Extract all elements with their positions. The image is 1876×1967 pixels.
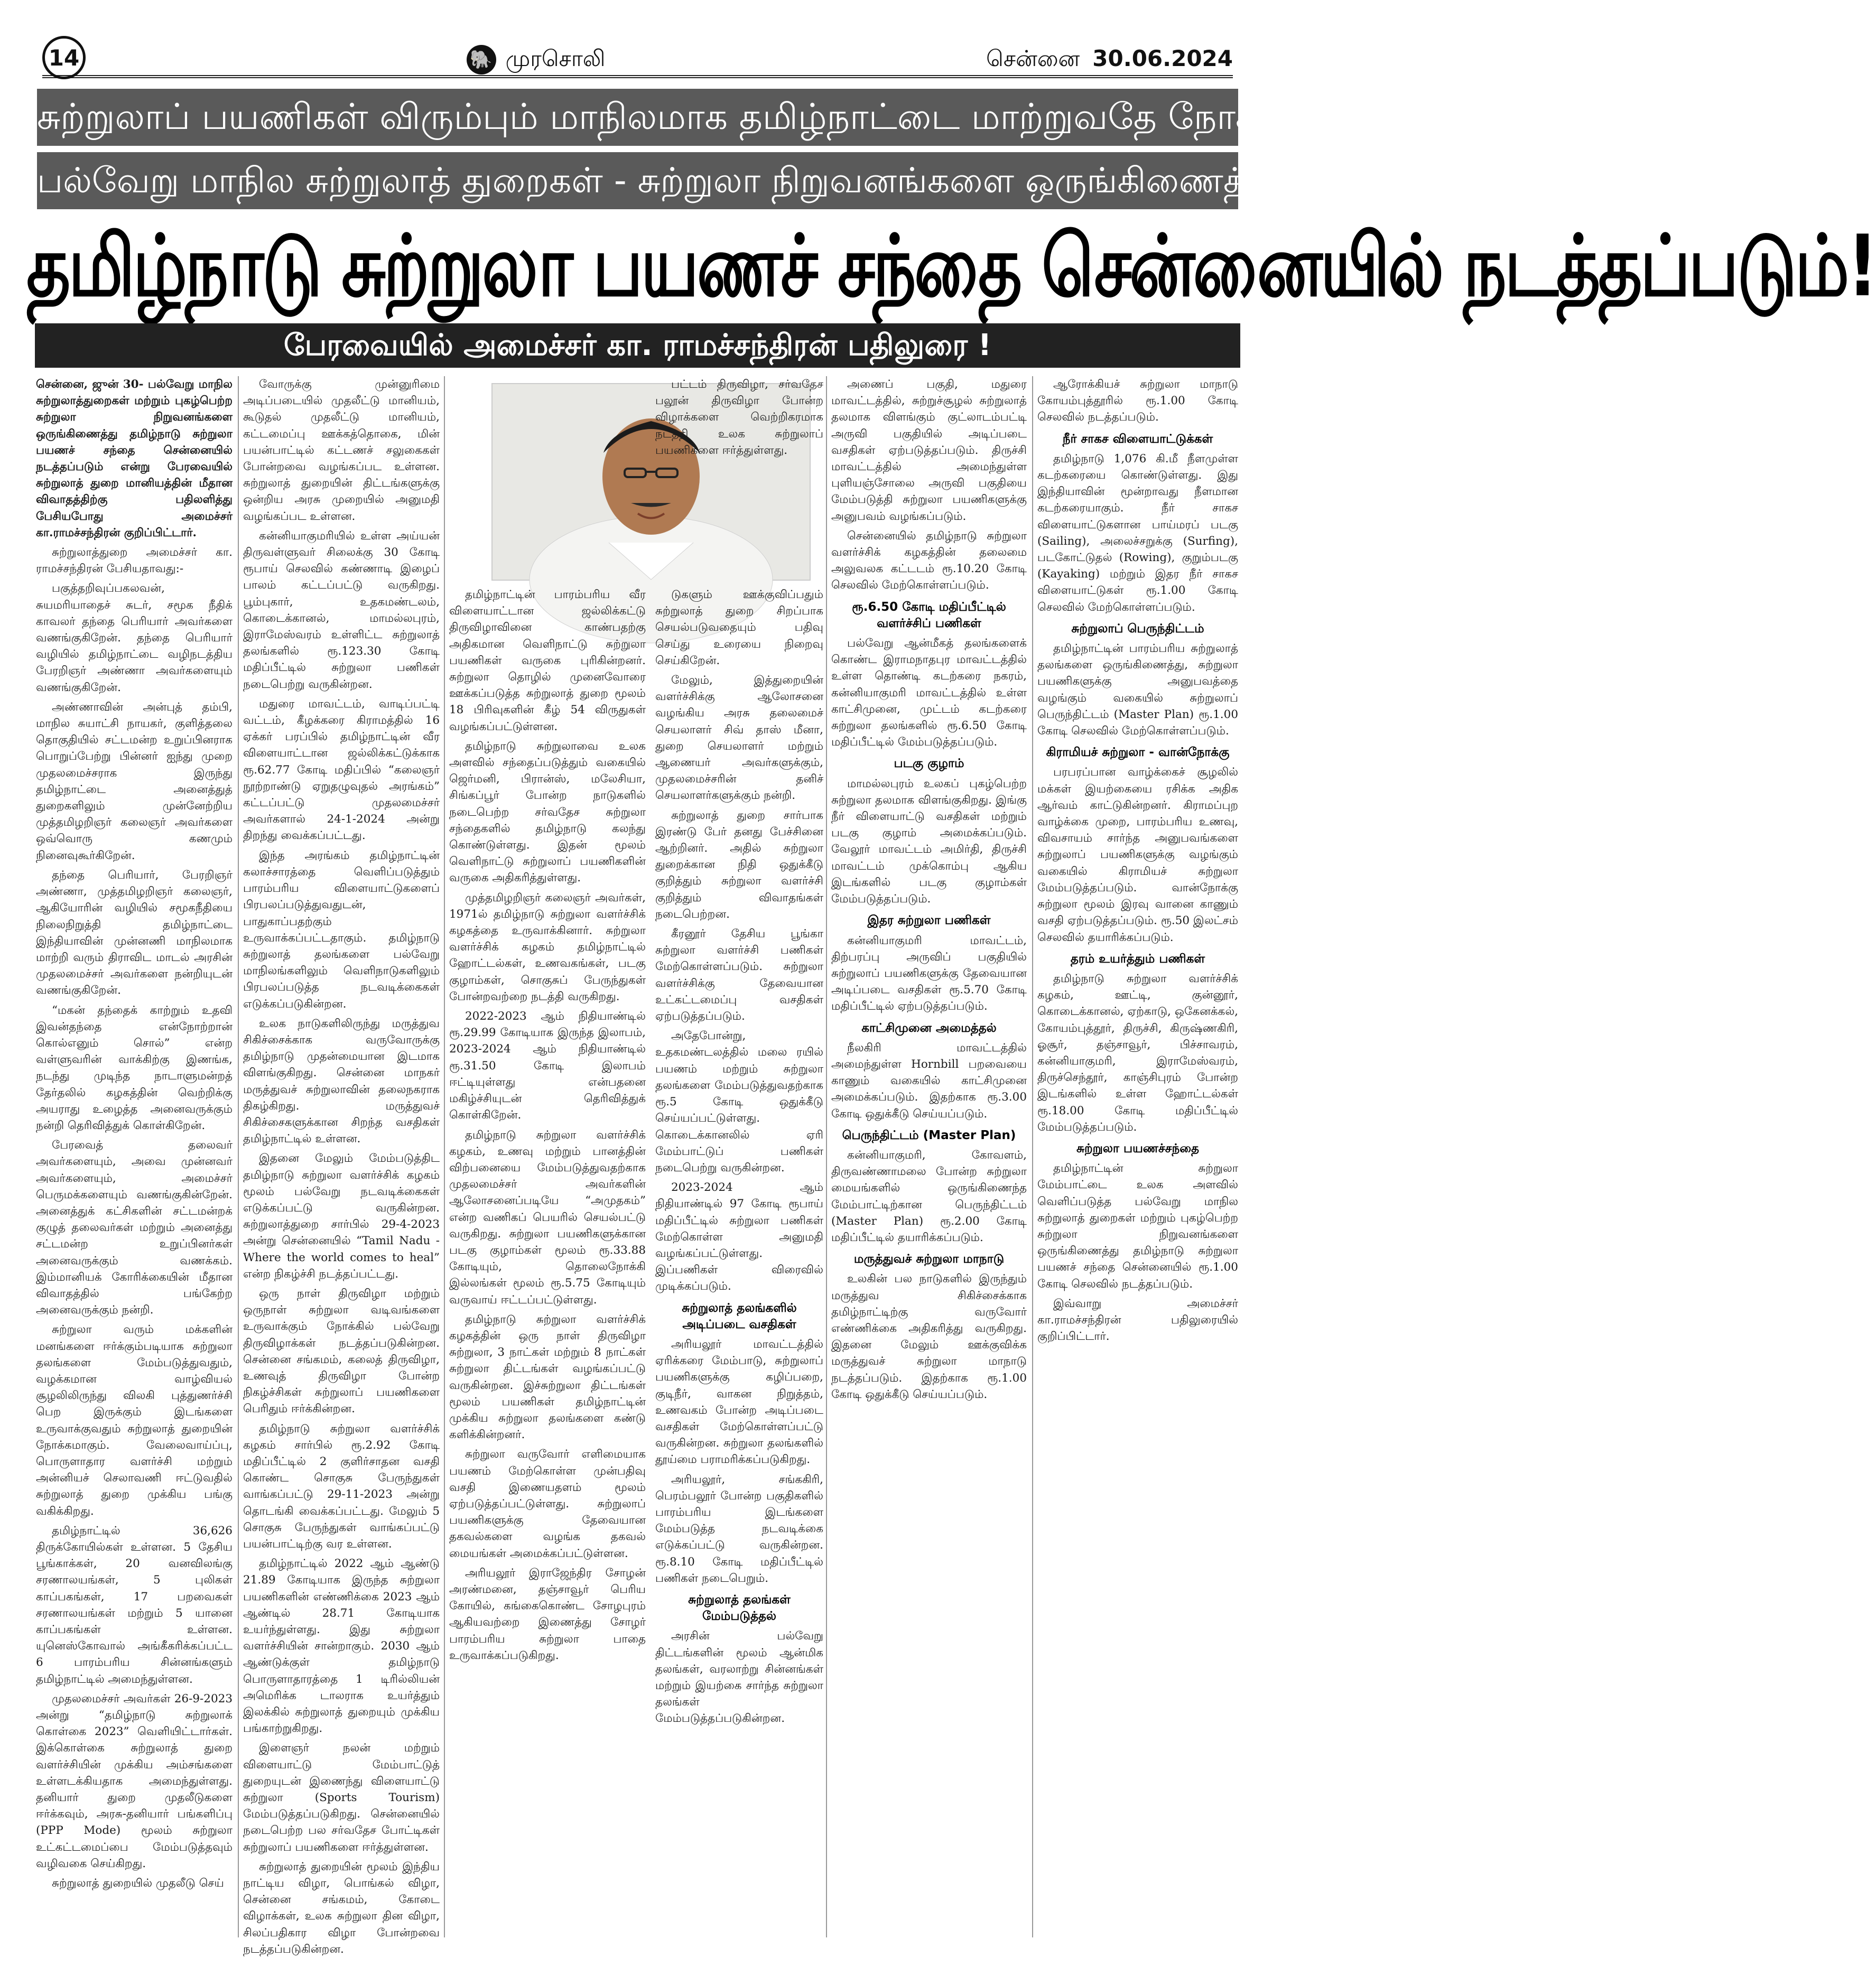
article-paragraph: கன்னியாகுமரி மாவட்டம், திற்பரப்பு அருவிப் பகுதியில் சுற்றுலாப் பயணிகளுக்கு தேவையான அடிப்படை வசதிகள் ரூ.5.70 கோடி மதிப்பீட்டில் ஏற்படுத்தப்படும். <box>831 934 1027 1013</box>
article-paragraph: தமிழ்நாட்டின் பாரம்பரிய வீர விளையாட்டான ஜல்லிக்கட்டு திருவிழாவினை காண்பதற்கு அதிகமான வெளிநாட்டு சுற்றுலா பயணிகள் வருகை புரிகின்றனர். சுற்றுலா தொழில் முனைவோரை ஊக்கப்படுத்த சுற்றுலாத் துறை மூலம் 18 பிரிவுகளின் கீழ் 54 விருதுகள் வழங்கப்பட்டுள்ளன. <box>449 588 646 733</box>
article-column-3-top <box>655 376 823 582</box>
column-rule <box>444 376 445 1937</box>
article-paragraph: சுற்றுலாத் துறையின் மூலம் இந்திய நாட்டிய விழா, பொங்கல் விழா, சென்னை சங்கமம், கோடை விழாக்கள், உலக சுற்றுலா தின விழா, சிலப்பதிகார விழா போன்றவை நடத்தப்படுகின்றன. <box>243 1860 440 1956</box>
article-paragraph: அண்ணாவின் அன்புத் தம்பி, மாநில சுயாட்சி நாயகர், குளித்தலை தொகுதியில் சட்டமன்ற உறுப்பினராக பொறுப்பேற்று பின்னர் ஐந்து முறை முதலமைச்சராக இருந்து தமிழ்நாட்டை அனைத்துத் துறைகளிலும் முன்னேற்றிய முத்தமிழறிஞர் கலைஞர் அவர்களை ஒவ்வொரு கணமும் நினைவுகூர்கிறேன். <box>36 700 233 862</box>
paper-brand <box>86 45 986 74</box>
article-paragraph: “மகன் தந்தைக் காற்றும் உதவி இவன்தந்தை என்நோற்றான் கொல்எனும் சொல்” என்ற வள்ளுவரின் வாக்கிற்கு இணங்க, நடந்து முடிந்த நாடாளுமன்றத் தேர்தலில் கழகத்தின் வெற்றிக்கு அயராது உழைத்த அனைவருக்கும் நன்றி தெரிவித்துக் கொள்கிறேன். <box>36 1003 233 1132</box>
article-paragraph: அரியலூர், சங்ககிரி, பெரம்பலூர் போன்ற பகுதிகளில் பாரம்பரிய இடங்களை மேம்படுத்த நடவடிக்கை எடுக்கப்பட்டு வருகின்றன. ரூ.8.10 கோடி மதிப்பீட்டில் பணிகள் நடைபெறும். <box>655 1472 823 1585</box>
article-paragraph: கீரனூர் தேசிய பூங்கா சுற்றுலா வளர்ச்சி பணிகள் மேற்கொள்ளப்படும். சுற்றுலா வளர்ச்சிக்கு தேவையான உட்கட்டமைப்பு வசதிகள் ஏற்படுத்தப்படும். <box>655 927 823 1023</box>
article-paragraph: தமிழ்நாடு சுற்றுலாவை உலக அளவில் சந்தைப்படுத்தும் வகையில் ஜெர்மனி, பிரான்ஸ், மலேசியா, சிங்கப்பூர் போன்ற நாடுகளில் நடைபெற்ற சர்வதேச சுற்றுலா சந்தைகளில் தமிழ்நாடு கலந்து கொண்டுள்ளது. இதன் மூலம் வெளிநாட்டு சுற்றுலாப் பயணிகளின் வருகை அதிகரித்துள்ளது. <box>449 739 646 885</box>
kicker-banner-2: பல்வேறு மாநில சுற்றுலாத் துறைகள் - சுற்றுலா நிறுவனங்களை ஒருங்கிணைத்து <box>37 152 1238 209</box>
article-paragraph: தமிழ்நாட்டின் பாரம்பரிய சுற்றுலாத் தலங்களை ஒருங்கிணைத்து, சுற்றுலா பயணிகளுக்கு அனுபவத்தை வழங்கும் வகையில் சுற்றுலாப் பெருந்திட்டம் (Master Plan) ரூ.1.00 கோடி செலவில் மேற்கொள்ளப்படும். <box>1037 642 1238 738</box>
article-paragraph: தமிழ்நாட்டின் சுற்றுலா மேம்பாட்டை உலக அளவில் வெளிப்படுத்த பல்வேறு மாநில சுற்றுலாத் துறைகள் மற்றும் புகழ்பெற்ற சுற்றுலா நிறுவனங்களை ஒருங்கிணைத்து தமிழ்நாடு சுற்றுலா பயணச் சந்தை சென்னையில் ரூ.1.00 கோடி செலவில் நடத்தப்படும். <box>1037 1162 1238 1291</box>
article-paragraph: மதுரை மாவட்டம், வாடிப்பட்டி வட்டம், கீழக்கரை கிராமத்தில் 16 ஏக்கர் பரப்பில் தமிழ்நாட்டின் வீர விளையாட்டான ஜல்லிக்கட்டுக்காக ரூ.62.77 கோடி மதிப்பில் “கலைஞர் நூற்றாண்டு ஏறுதழுவுதல் அரங்கம்” கட்டப்பட்டு முதலமைச்சர் அவர்களால் 24-1-2024 அன்று திறந்து வைக்கப்பட்டது. <box>243 697 440 843</box>
article-paragraph: சுற்றுலாத் துறை சார்பாக இரண்டு பேர் தனது பேச்சினை ஆற்றினர். அதில் சுற்றுலா துறைக்கான நிதி ஒதுக்கீடு குறித்தும் சுற்றுலா வளர்ச்சி குறித்தும் விவாதங்கள் நடைபெற்றன. <box>655 808 823 921</box>
article-subheading: சுற்றுலாப் பெருந்திட்டம் <box>1071 621 1204 636</box>
article-subheading: சுற்றுலாத் தலங்களில் அடிப்படை வசதிகள் <box>682 1301 797 1331</box>
edition-city: சென்னை <box>986 45 1080 71</box>
article-column-3 <box>449 586 646 1937</box>
article-paragraph: முதலமைச்சர் அவர்கள் 26-9-2023 அன்று “தமிழ்நாடு சுற்றுலாக் கொள்கை 2023” வெளியிட்டார்கள். இக்கொள்கை சுற்றுலாத் துறை வளர்ச்சியின் முக்கிய அம்சங்களை உள்ளடக்கியதாக அமைந்துள்ளது. தனியார் துறை முதலீடுகளை ஈர்க்கவும், அரசு-தனியார் பங்களிப்பு (PPP Mode) மூலம் சுற்றுலா உட்கட்டமைப்பை மேம்படுத்தவும் வழிவகை செய்கிறது. <box>36 1692 233 1870</box>
article-paragraph: கன்னியாகுமரியில் உள்ள அய்யன் திருவள்ளுவர் சிலைக்கு 30 கோடி ரூபாய் செலவில் கண்ணாடி இழைப் பாலம் கட்டப்பட்டு வருகிறது. பூம்புகார், உதகமண்டலம், கொடைக்கானல், மாமல்லபுரம், இராமேஸ்வரம் உள்ளிட்ட சுற்றுலாத் தலங்களில் ரூ.123.30 கோடி மதிப்பீட்டில் சுற்றுலா பணிகள் நடைபெற்று வருகின்றன. <box>243 529 440 691</box>
article-subheading: இதர சுற்றுலா பணிகள் <box>867 913 991 928</box>
article-paragraph: மேலும், இத்துறையின் வளர்ச்சிக்கு ஆலோசனை வழங்கிய அரசு தலைமைச் செயலாளர் சிவ் தாஸ் மீனா, துறை செயலாளர் மற்றும் ஆணையர் அவர்களுக்கும், முதலமைச்சரின் தனிச் செயலாளர்களுக்கும் நன்றி. <box>655 674 823 803</box>
article-paragraph: தமிழ்நாட்டில் 36,626 திருக்கோயில்கள் உள்ளன. 5 தேசிய பூங்காக்கள், 20 வனவிலங்கு சரணாலயங்கள், 5 புலிகள் காப்பகங்கள், 17 பறவைகள் சரணாலயங்கள் மற்றும் 5 யானை காப்பகங்கள் உள்ளன. யுனெஸ்கோவால் அங்கீகரிக்கப்பட்ட 6 பாரம்பரிய சின்னங்களும் தமிழ்நாட்டில் அமைந்துள்ளன. <box>36 1524 233 1686</box>
article-subheading: மருத்துவச் சுற்றுலா மாநாடு <box>853 1252 1005 1266</box>
edition-date-value: 30.06.2024 <box>1092 45 1233 71</box>
article-paragraph: பகுத்தறிவுப்பகலவன், சுயமரியாதைச் சுடர், சமூக நீதிக் காவலர் தந்தை பெரியார் அவர்களை வணங்குகிறேன். தந்தை பெரியார் வழியில் தமிழ்நாட்டை வழிநடத்திய பேரறிஞர் அண்ணா அவர்களையும் வணங்குகிறேன். <box>36 582 233 694</box>
article-subheading: தரம் உயர்த்தும் பணிகள் <box>1070 952 1205 966</box>
article-paragraph: தமிழ்நாடு 1,076 கி.மீ நீளமுள்ள கடற்கரையை கொண்டுள்ளது. இது இந்தியாவின் மூன்றாவது நீளமான கடற்கரையாகும். நீர் சாகச விளையாட்டுகளான பாய்மரப் படகு (Sailing), அலைச்சறுக்கு (Surfing), படகோட்டுதல் (Rowing), குறும்படகு (Kayaking) மற்றும் இதர நீர் சாகச விளையாட்டுகள் ரூ.1.00 கோடி செலவில் மேற்கொள்ளப்படும். <box>1037 452 1238 614</box>
article-subheading: கிராமியச் சுற்றுலா - வான்நோக்கு <box>1046 745 1230 760</box>
article-paragraph: அரியலூர் இராஜேந்திர சோழன் அரண்மனை, தஞ்சாவூர் பெரிய கோயில், கங்கைகொண்ட சோழபுரம் ஆகியவற்றை இணைத்து சோழர் பாரம்பரிய சுற்றுலா பாதை உருவாக்கப்படுகிறது. <box>449 1566 646 1662</box>
paper-name: முரசொலி <box>505 45 606 71</box>
article-paragraph: கன்னியாகுமரி, கோவளம், திருவண்ணாமலை போன்ற சுற்றுலா மையங்களில் ஒருங்கிணைந்த மேம்பாட்டிற்கான பெருந்திட்டம் (Master Plan) ரூ.2.00 கோடி மதிப்பீட்டில் தயாரிக்கப்படும். <box>831 1148 1027 1244</box>
article-paragraph: அதேபோன்று, உதகமண்டலத்தில் மலை ரயில் பயணம் மற்றும் சுற்றுலா தலங்களை மேம்படுத்துவதற்காக ரூ.5 கோடி ஒதுக்கீடு செய்யப்பட்டுள்ளது. கொடைக்கானலில் ஏரி மேம்பாட்டுப் பணிகள் நடைபெற்று வருகின்றன. <box>655 1029 823 1174</box>
article-paragraph: இதனை மேலும் மேம்படுத்திட தமிழ்நாடு சுற்றுலா வளர்ச்சிக் கழகம் மூலம் பல்வேறு நடவடிக்கைகள் எடுக்கப்பட்டு வருகின்றன. சுற்றுலாத்துறை சார்பில் 29-4-2023 அன்று சென்னையில் “Tamil Nadu - Where the world comes to heal” என்ற நிகழ்ச்சி நடத்தப்பட்டது. <box>243 1152 440 1281</box>
article-paragraph: பட்டம் திருவிழா, சர்வதேச பலூன் திருவிழா போன்ற விழாக்களை வெற்றிகரமாக நடத்தி உலக சுற்றுலாப் பயணிகளை ஈர்த்துள்ளது. <box>655 378 823 457</box>
article-paragraph: சுற்றுலா வருவோர் எளிமையாக பயணம் மேற்கொள்ள முன்பதிவு வசதி இணையதளம் மூலம் ஏற்படுத்தப்பட்டுள்ளது. சுற்றுலாப் பயணிகளுக்கு தேவையான தகவல்களை வழங்க தகவல் மையங்கள் அமைக்கப்பட்டுள்ளன. <box>449 1448 646 1560</box>
article-subheading: நீர் சாகச விளையாட்டுக்கள் <box>1062 432 1213 446</box>
main-headline: தமிழ்நாடு சுற்றுலா பயணச் சந்தை சென்னையில் நடத்தப்படும்! <box>26 217 1876 316</box>
article-paragraph: வோருக்கு முன்னுரிமை அடிப்படையில் முதலீட்டு மானியம், கூடுதல் முதலீட்டு மானியம், கட்டமைப்பு ஊக்கத்தொகை, மின் பயன்பாட்டில் கட்டணச் சலுகைகள் போன்றவை வழங்கப்பட உள்ளன. சுற்றுலாத் துறையின் திட்டங்களுக்கு ஒன்றிய அரசு முறையில் அனுமதி வழங்கப்பட உள்ளன. <box>243 378 440 523</box>
article-paragraph: பரபரப்பான வாழ்க்கைச் சூழலில் மக்கள் இயற்கையை ரசிக்க அதிக ஆர்வம் காட்டுகின்றனர். கிராமப்புற வாழ்க்கை முறை, பாரம்பரிய உணவு, விவசாயம் சார்ந்த அனுபவங்களை சுற்றுலாப் பயணிகளுக்கு வழங்கும் வகையில் கிராமியச் சுற்றுலா மேம்படுத்தப்படும். வான்நோக்கு சுற்றுலா மூலம் இரவு வானை காணும் வசதி ஏற்படுத்தப்படும். ரூ.50 இலட்சம் செலவில் தயாரிக்கப்படும். <box>1037 766 1238 944</box>
article-paragraph: தமிழ்நாட்டில் 2022 ஆம் ஆண்டு 21.89 கோடியாக இருந்த சுற்றுலா பயணிகளின் எண்ணிக்கை 2023 ஆம் ஆண்டில் 28.71 கோடியாக உயர்ந்துள்ளது. இது சுற்றுலா வளர்ச்சியின் சான்றாகும். 2030 ஆம் ஆண்டுக்குள் தமிழ்நாடு பொருளாதாரத்தை 1 டிரில்லியன் அமெரிக்க டாலராக உயர்த்தும் இலக்கில் சுற்றுலாத் துறையும் முக்கிய பங்காற்றுகிறது. <box>243 1557 440 1736</box>
article-paragraph: உலக நாடுகளிலிருந்து மருத்துவ சிகிச்சைக்காக வருவோருக்கு தமிழ்நாடு முதன்மையான இடமாக விளங்குகிறது. சென்னை மாநகர் மருத்துவச் சுற்றுலாவின் தலைநகராக திகழ்கிறது. மருத்துவச் சிகிச்சைகளுக்கான சிறந்த வசதிகள் தமிழ்நாட்டில் உள்ளன. <box>243 1017 440 1146</box>
article-paragraph: மாமல்லபுரம் உலகப் புகழ்பெற்ற சுற்றுலா தலமாக விளங்குகிறது. இங்கு நீர் விளையாட்டு வசதிகள் மற்றும் படகு குழாம் அமைக்கப்படும். வேலூர் மாவட்டம் அமிர்தி, திருச்சி மாவட்டம் முக்கொம்பு ஆகிய இடங்களில் படகு குழாம்கள் மேம்படுத்தப்படும். <box>831 777 1027 906</box>
article-paragraph: முத்தமிழறிஞர் கலைஞர் அவர்கள், 1971ல் தமிழ்நாடு சுற்றுலா வளர்ச்சிக் கழகத்தை உருவாக்கினார். சுற்றுலா வளர்ச்சிக் கழகம் தமிழ்நாட்டில் ஹோட்டல்கள், உணவகங்கள், படகு குழாம்கள், சொகுசுப் பேருந்துகள் போன்றவற்றை நடத்தி வருகிறது. <box>449 891 646 1003</box>
article-paragraph: உலகின் பல நாடுகளில் இருந்தும் மருத்துவ சிகிச்சைக்காக தமிழ்நாட்டிற்கு வருவோர் எண்ணிக்கை அதிகரித்து வருகிறது. இதனை மேலும் ஊக்குவிக்க மருத்துவச் சுற்றுலா மாநாடு நடத்தப்படும். இதற்காக ரூ.1.00 கோடி ஒதுக்கீடு செய்யப்படும். <box>831 1272 1027 1401</box>
article-subheading: காட்சிமுனை அமைத்தல் <box>861 1021 997 1035</box>
article-subheading: சுற்றுலா பயணச்சந்தை <box>1076 1141 1200 1155</box>
article-column-2 <box>243 376 440 1956</box>
column-rule <box>1032 376 1033 1937</box>
article-paragraph: சுற்றுலா வரும் மக்களின் மனங்களை ஈர்க்கும்படியாக சுற்றுலா தலங்களை மேம்படுத்துவதும், வழக்கமான வாழ்வியல் சூழலிலிருந்து விலகி புத்துணர்ச்சி பெற இருக்கும் இடங்களை உருவாக்குவதும் சுற்றுலாத் துறையின் நோக்கமாகும். வேலைவாய்ப்பு, பொருளாதார வளர்ச்சி மற்றும் அன்னியச் செலாவணி ஈட்டுவதில் சுற்றுலாத் துறை முக்கிய பங்கு வகிக்கிறது. <box>36 1323 233 1518</box>
article-paragraph: இளைஞர் நலன் மற்றும் விளையாட்டு மேம்பாட்டுத் துறையுடன் இணைந்து விளையாட்டு சுற்றுலா (Sports Tourism) மேம்படுத்தப்படுகிறது. சென்னையில் நடைபெற்ற பல சர்வதேச போட்டிகள் சுற்றுலாப் பயணிகளை ஈர்த்துள்ளன. <box>243 1741 440 1854</box>
article-paragraph: சென்னையில் தமிழ்நாடு சுற்றுலா வளர்ச்சிக் கழகத்தின் தலைமை அலுவலக கட்டடம் ரூ.10.20 கோடி செலவில் மேற்கொள்ளப்படும். <box>831 529 1027 592</box>
article-paragraph: இவ்வாறு அமைச்சர் கா.ராமச்சந்திரன் பதிலுரையில் குறிப்பிட்டார். <box>1037 1297 1238 1344</box>
article-column-5 <box>831 376 1027 1937</box>
article-column-6 <box>1037 376 1238 1937</box>
article-paragraph: தமிழ்நாடு சுற்றுலா வளர்ச்சிக் கழகம், ஊட்டி, குன்னூர், கொடைக்கானல், ஏற்காடு, ஒகேனக்கல், கோயம்புத்தூர், திருச்சி, கிருஷ்ணகிரி, ஓசூர், தஞ்சாவூர், பிச்சாவரம், கன்னியாகுமரி, இராமேஸ்வரம், திருச்செந்தூர், காஞ்சிபுரம் போன்ற இடங்களில் உள்ள ஹோட்டல்கள் ரூ.18.00 கோடி மதிப்பீட்டில் மேம்படுத்தப்படும். <box>1037 972 1238 1134</box>
article-paragraph: தமிழ்நாடு சுற்றுலா வளர்ச்சிக் கழகம் சார்பில் ரூ.2.92 கோடி மதிப்பீட்டில் 2 குளிர்சாதன வசதி கொண்ட சொகுசு பேருந்துகள் வாங்கப்பட்டு 29-11-2023 அன்று தொடங்கி வைக்கப்பட்டது. மேலும் 5 சொகுசு பேருந்துகள் வாங்கப்பட்டு பயன்பாட்டிற்கு வர உள்ளன. <box>243 1422 440 1551</box>
column-rule <box>238 376 239 1937</box>
article-paragraph: சென்னை, ஜுன் 30- பல்வேறு மாநில சுற்றுலாத்துறைகள் மற்றும் புகழ்பெற்ற சுற்றுலா நிறுவனங்களை ஒருங்கிணைத்து தமிழ்நாடு சுற்றுலா பயணச் சந்தை சென்னையில் நடத்தப்படும் என்று பேரவையில் சுற்றுலாத் துறை மானியத்தின் மீதான விவாதத்திற்கு பதிலளித்து பேசியபோது அமைச்சர் கா.ராமச்சந்திரன் குறிப்பிட்டார். <box>36 378 233 539</box>
article-paragraph: பேரவைத் தலைவர் அவர்களையும், அவை முன்னவர் அவர்களையும், அமைச்சர் பெருமக்களையும் வணங்குகின்றேன். அனைத்துக் கட்சிகளின் சட்டமன்றக் குழுத் தலைவர்கள் மற்றும் அனைத்து சட்டமன்ற உறுப்பினர்கள் அனைவருக்கும் வணக்கம். இம்மானியக் கோரிக்கையின் மீதான விவாதத்தில் பங்கேற்ற அனைவருக்கும் நன்றி. <box>36 1139 233 1317</box>
article-paragraph: தமிழ்நாடு சுற்றுலா வளர்ச்சிக் கழகத்தின் ஒரு நாள் திருவிழா சுற்றுலா, 3 நாட்கள் மற்றும் 8 நாட்கள் சுற்றுலா திட்டங்கள் வழங்கப்பட்டு வருகின்றன. இச்சுற்றுலா திட்டங்கள் மூலம் பயணிகள் தமிழ்நாட்டின் முக்கிய சுற்றுலா தலங்களை கண்டு களிக்கின்றனர். <box>449 1312 646 1442</box>
article-subheading: சுற்றுலாத் தலங்கள் மேம்படுத்தல் <box>688 1592 791 1624</box>
article-paragraph: பல்வேறு ஆன்மீகத் தலங்களைக் கொண்ட இராமநாதபுர மாவட்டத்தில் உள்ள தொண்டி கடற்கரை நகரம், கன்னியாகுமரி மாவட்டத்தில் உள்ள காட்சிமுனை, முட்டம் கடற்கரை சுற்றுலா தலங்களில் ரூ.6.50 கோடி மதிப்பீட்டில் மேம்படுத்தப்படும். <box>831 637 1027 749</box>
page-number: 14 <box>42 36 86 79</box>
article-column-1 <box>36 376 233 1937</box>
edition-date <box>986 45 1233 74</box>
article-subheading: ரூ.6.50 கோடி மதிப்பீட்டில் வளர்ச்சிப் பணிகள் <box>852 600 1006 630</box>
subheadline: பேரவையில் அமைச்சர் கா. ராமச்சந்திரன் பதிலுரை ! <box>35 323 1240 368</box>
article-column-4 <box>655 586 823 1937</box>
article-paragraph: சுற்றுலாத்துறை அமைச்சர் கா. ராமச்சந்திரன் பேசியதாவது:- <box>36 546 233 576</box>
article-paragraph: 2022-2023 ஆம் நிதியாண்டில் ரூ.29.99 கோடியாக இருந்த இலாபம், 2023-2024 ஆம் நிதியாண்டில் ரூ.31.50 கோடி இலாபம் ஈட்டியுள்ளது என்பதனை மகிழ்ச்சியுடன் தெரிவித்துக் கொள்கிறேன். <box>449 1010 646 1122</box>
masthead <box>42 44 1233 78</box>
article-paragraph: அரசின் பல்வேறு திட்டங்களின் மூலம் ஆன்மிக தலங்கள், வரலாற்று சின்னங்கள் மற்றும் இயற்கை சார்ந்த சுற்றுலா தலங்கள் மேம்படுத்தப்படுகின்றன. <box>655 1629 823 1726</box>
article-paragraph: 2023-2024 ஆம் நிதியாண்டில் 97 கோடி ரூபாய் மதிப்பீட்டில் சுற்றுலா பணிகள் மேற்கொள்ள அனுமதி வழங்கப்பட்டுள்ளது. இப்பணிகள் விரைவில் முடிக்கப்படும். <box>655 1181 823 1293</box>
article-paragraph: தந்தை பெரியார், பேரறிஞர் அண்ணா, முத்தமிழறிஞர் கலைஞர், ஆகியோரின் வழியில் சமூகநீதியை நிலைநிறுத்தி தமிழ்நாட்டை இந்தியாவின் முன்னணி மாநிலமாக மாற்றி வரும் திராவிட மாடல் அரசின் முதலமைச்சர் அவர்களை நன்றியுடன் வணங்குகிறேன். <box>36 868 233 998</box>
article-paragraph: ஆரோக்கியச் சுற்றுலா மாநாடு கோயம்புத்தூரில் ரூ.1.00 கோடி செலவில் நடத்தப்படும். <box>1037 378 1238 424</box>
article-paragraph: டுகளும் ஊக்குவிப்பதும் சுற்றுலாத் துறை சிறப்பாக செயல்படுவதையும் பதிவு செய்து உரையை நிறைவு செய்கிறேன். <box>655 588 823 667</box>
article-subheading: பெருந்திட்டம் (Master Plan) <box>842 1128 1016 1142</box>
article-paragraph: நீலகிரி மாவட்டத்தில் அமைந்துள்ள Hornbill பறவையை காணும் வகையில் காட்சிமுனை அமைக்கப்படும். இதற்காக ரூ.3.00 கோடி ஒதுக்கீடு செய்யப்படும். <box>831 1041 1027 1121</box>
article-paragraph: தமிழ்நாடு சுற்றுலா வளர்ச்சிக் கழகம், உணவு மற்றும் பானத்தின் விற்பனையை மேம்படுத்துவதற்காக முதலமைச்சர் அவர்களின் ஆலோசனைப்படியே “அமுதகம்” என்ற வணிகப் பெயரில் செயல்பட்டு வருகிறது. சுற்றுலா பயணிகளுக்கான படகு குழாம்கள் மூலம் ரூ.33.88 கோடியும், தொலைநோக்கி இல்லங்கள் மூலம் ரூ.5.75 கோடியும் வருவாய் ஈட்டப்பட்டுள்ளது. <box>449 1128 646 1307</box>
article-paragraph: சுற்றுலாத் துறையில் முதலீடு செய் <box>52 1877 224 1890</box>
kicker-banner-1: சுற்றுலாப் பயணிகள் விரும்பும் மாநிலமாக தமிழ்நாட்டை மாற்றுவதே நோக்கம்! <box>37 89 1238 146</box>
column-rule <box>826 376 827 1937</box>
elephant-logo-icon: 🐘 <box>467 45 496 74</box>
article-paragraph: அரியலூர் மாவட்டத்தில் ஏரிக்கரை மேம்பாடு, சுற்றுலாப் பயணிகளுக்கு கழிப்பறை, குடிநீர், வாகன நிறுத்தம், உணவகம் போன்ற அடிப்படை வசதிகள் மேற்கொள்ளப்பட்டு வருகின்றன. சுற்றுலா தலங்களில் தூய்மை பராமரிக்கப்படுகிறது. <box>655 1337 823 1467</box>
article-subheading: படகு குழாம் <box>894 757 964 771</box>
article-paragraph: ஒரு நாள் திருவிழா மற்றும் ஒருநாள் சுற்றுலா வடிவங்களை உருவாக்கும் நோக்கில் பல்வேறு திருவிழாக்கள் நடத்தப்படுகின்றன. சென்னை சங்கமம், கலைத் திருவிழா, உணவுத் திருவிழா போன்ற நிகழ்ச்சிகள் சுற்றுலாப் பயணிகளை பெரிதும் ஈர்க்கின்றன. <box>243 1287 440 1416</box>
article-paragraph: அணைப் பகுதி, மதுரை மாவட்டத்தில், சுற்றுச்சூழல் சுற்றுலாத் தலமாக விளங்கும் குட்லாடம்பட்டி அருவி பகுதியில் அடிப்படை வசதிகள் ஏற்படுத்தப்படும். திருச்சி மாவட்டத்தில் அமைந்துள்ள புளியஞ்சோலை அருவி பகுதியை மேம்படுத்தி சுற்றுலா பயணிகளுக்கு அனுபவம் வழங்கப்படும். <box>831 378 1027 523</box>
article-paragraph: இந்த அரங்கம் தமிழ்நாட்டின் கலாச்சாரத்தை வெளிப்படுத்தும் பாரம்பரிய விளையாட்டுகளைப் பிரபலப்படுத்துவதுடன், பாதுகாப்பதற்கும் உருவாக்கப்பட்டதாகும். தமிழ்நாடு சுற்றுலாத் தலங்களை பல்வேறு மாநிலங்களிலும் வெளிநாடுகளிலும் பிரபலப்படுத்த நடவடிக்கைகள் எடுக்கப்படுகின்றன. <box>243 849 440 1011</box>
